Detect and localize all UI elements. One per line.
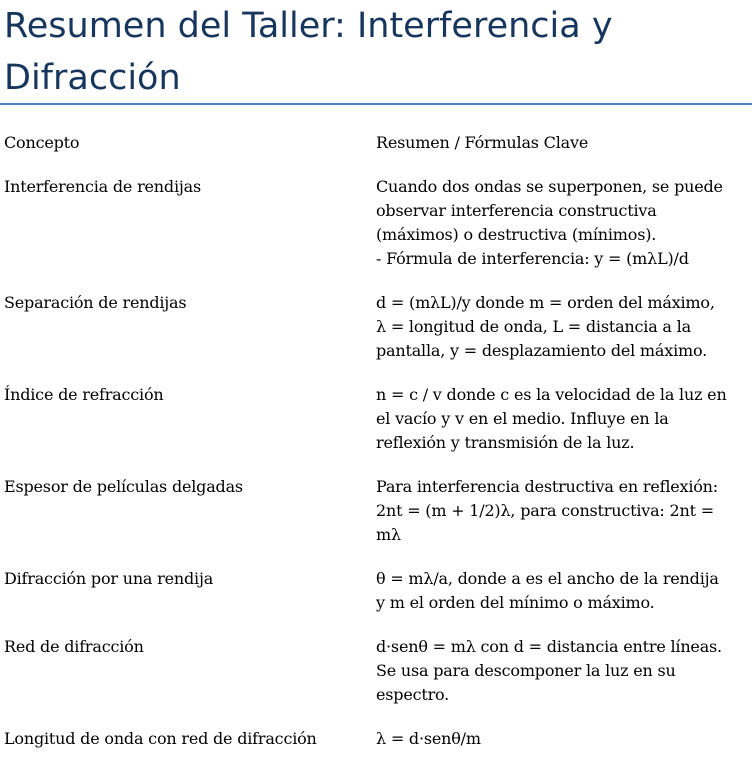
summary-line: 2nt = (m + 1/2)λ, para constructiva: 2nt = [376,501,714,520]
summary-line: - Fórmula de interferencia: y = (mλL)/d [376,249,689,268]
summary-line: reflexión y transmisión de la luz. [376,433,635,452]
summary-line: mλ [376,525,401,544]
summary-table [4,131,752,771]
title-divider [0,103,752,105]
summary-line: d·senθ = mλ con d = distancia entre líneas. [376,637,722,656]
summary-line: θ = mλ/a, donde a es el ancho de la rendija [376,569,719,588]
summary-line: (máximos) o destructiva (mínimos). [376,225,657,244]
table-row [4,567,752,615]
table-header-row [4,131,752,155]
concept-cell: Espesor de películas delgadas [4,477,243,496]
summary-line: λ = longitud de onda, L = distancia a la [376,317,691,336]
header-summary: Resumen / Fórmulas Clave [376,133,589,152]
summary-line: λ = d·senθ/m [376,729,481,748]
concept-cell: Interferencia de rendijas [4,177,201,196]
summary-line: espectro. [376,685,450,704]
concept-cell: Difracción por una rendija [4,569,214,588]
table-body [4,175,752,751]
table-row [4,291,752,363]
summary-line: Se usa para descomponer la luz en su [376,661,676,680]
summary-line: pantalla, y = desplazamiento del máximo. [376,341,707,360]
summary-cell [376,475,746,547]
concept-cell: Red de difracción [4,637,144,656]
concept-cell: Índice de refracción [4,385,164,404]
concept-cell: Separación de rendijas [4,293,187,312]
table-row [4,727,752,751]
summary-line: observar interferencia constructiva [376,201,657,220]
summary-cell [376,727,746,751]
summary-line: y m el orden del mínimo o máximo. [376,593,655,612]
table-row [4,175,752,271]
summary-line: n = c / v donde c es la velocidad de la luz en [376,385,727,404]
table-row [4,383,752,455]
summary-cell [376,175,746,271]
concept-cell: Longitud de onda con red de difracción [4,729,317,748]
header-concept: Concepto [4,133,80,152]
summary-line: Cuando dos ondas se superponen, se puede [376,177,723,196]
summary-line: d = (mλL)/y donde m = orden del máximo, [376,293,715,312]
table-row [4,635,752,707]
page-title: Resumen del Taller: Interferencia y Difracción [4,6,613,98]
summary-line: Para interferencia destructiva en reflexión: [376,477,718,496]
summary-cell [376,567,746,615]
summary-line: el vacío y v en el medio. Influye en la [376,409,669,428]
table-row [4,475,752,547]
summary-cell [376,291,746,363]
summary-cell [376,635,746,707]
summary-cell [376,383,746,455]
